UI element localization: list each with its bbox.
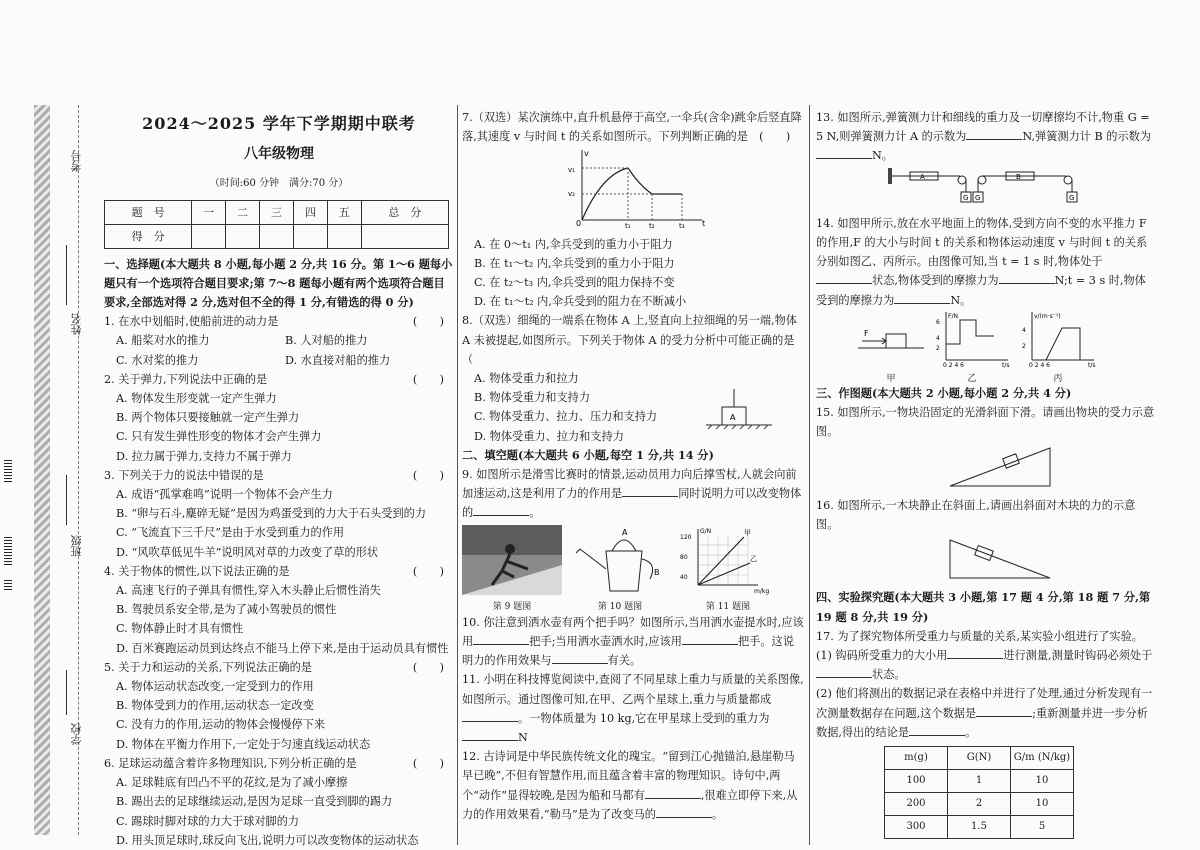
figure-11 [678,525,778,613]
question-7: 7.（双选）某次演练中,直升机悬停于高空,一伞兵(含伞)跳伞后竖直降落,其速度 v 与时间 t 的关系如图所示。下列判断正确的是 ( ) [462,111,802,144]
svg-text:G: G [975,193,981,202]
option-b[interactable]: B. 物体受重力和支持力 [474,391,591,405]
class-label: 班级 [70,535,83,557]
svg-text:120: 120 [680,533,692,541]
option-a[interactable]: A. 成语“孤掌难鸣”说明一个物体不会产生力 [116,488,333,502]
question-11 [462,670,804,747]
svg-text:0: 0 [576,219,582,229]
score-input[interactable] [192,224,226,248]
barcode-mark [4,580,12,590]
question-stem: 7.（双选）某次演练中,直升机悬停于高空,一伞兵(含伞)跳伞后竖直降落,其速度 v 与时间 t 的关系如图所示。下列判断正确的是 [462,111,802,144]
figure-14-c [1018,310,1098,384]
table-header-cell: G/m (N/kg) [1011,747,1074,770]
answer-blank[interactable] [816,146,872,159]
table-cell: 200 [885,793,948,816]
velocity-time-graph [562,146,712,228]
question-stem: 8.（双选）细绳的一端系在物体 A 上,竖直向上拉细绳的另一端,物体 A 未被提起,如图所示。下列关于物体 A 的受力分析中可能正确的是（ [462,314,798,366]
figure-14-a [856,310,926,384]
svg-text:t/s: t/s [1002,361,1010,368]
name-line [66,245,67,305]
question-2: 2. 关于弹力,下列说法中正确的是 ( ) [104,372,444,386]
question-text: 把手。这说明力的作用效果与 [462,635,794,668]
section-1-heading: 一、选择题(本大题共 8 小题,每小题 2 分,共 16 分。第 1～6 题每小题只有一个选项符合题目要求;第 7～8 题每小题有两个选项符合题目要求,全部选对得 2 分,选对但不全的得 1 分,有错选的得 0 分) [104,256,453,310]
svg-text:A: A [622,527,628,537]
question-text: 有关。 [607,654,642,668]
option-d[interactable]: D. 用头顶足球时,球反向飞出,说明力可以改变物体的运动状态 [116,833,419,847]
answer-blank[interactable] [947,646,1003,659]
score-header-row [105,200,449,224]
svg-text:t₁: t₁ [625,222,631,229]
svg-text:0 2 4 6: 0 2 4 6 [943,361,964,368]
svg-text:t₂: t₂ [649,222,655,229]
svg-text:t₃: t₃ [679,222,685,229]
option-d[interactable]: D. 拉力属于弹力,支持力不属于弹力 [116,449,292,463]
figure-9 [462,525,562,613]
question-text: 10. 你注意到洒水壶有两个把手吗？如图所示,当用洒水壶提水时,应该用 [462,615,804,649]
answer-blank[interactable] [473,632,529,645]
question-text: 9. 如图所示是滑雪比赛时的情景,运动员用力向后撑雪杖,人就会向前加速运动,这是利用了力的作用是 [462,468,797,501]
score-cell: 总 分 [361,200,448,224]
option-b[interactable]: B. 驾驶员系安全带,是为了减小驾驶员的惯性 [116,603,337,617]
name-label: 姓名 [70,313,83,335]
svg-text:40: 40 [680,573,688,581]
section-2-heading: 二、填空题(本大题共 6 小题,每空 1 分,共 14 分) [462,447,714,462]
question-13 [816,108,1156,166]
score-value-row [105,224,449,248]
question-text: 同时说明力可以改变物体的 [462,487,802,520]
score-cell: 一 [192,200,226,224]
column-divider [809,105,810,845]
table-cell: 5 [1011,816,1074,839]
svg-text:F: F [864,328,869,338]
answer-blank[interactable] [816,271,872,284]
question-4: 4. 关于物体的惯性,以下说法正确的是 ( ) [104,564,444,578]
time-info: （时间:60 分钟 满分:70 分） [209,178,349,190]
answer-blank[interactable] [816,665,872,678]
answer-blank[interactable] [682,632,738,645]
svg-text:B: B [654,567,660,577]
svg-text:A: A [730,413,736,423]
figures-row [462,525,804,613]
table-row [885,793,1074,816]
option-a[interactable]: A. 在 0～t₁ 内,伞兵受到的重力小于阻力 [474,237,673,251]
question-text: 。一物体质量为 10 kg,它在甲星球上受到的重力为 [518,711,770,725]
svg-text:t/s: t/s [1088,361,1096,368]
question-stem: 3. 下列关于力的说法中错误的是 [104,468,264,482]
answer-blank[interactable] [462,709,518,722]
question-text: N。 [872,149,893,163]
question-stem: 2. 关于弹力,下列说法中正确的是 [104,372,268,386]
question-text: 12. 古诗词是中华民族传统文化的瑰宝。“留到江心抛锚泊,悬崖勒马早已晚”,不但有智慧作用,而且蕴含着丰富的物理知识。诗句中,两个“动作”显得较晚,是因为船和马都有 [462,750,795,802]
table-row [885,770,1074,793]
skier-photo [462,525,562,595]
option-d[interactable]: D. 百米赛跑运动员到达终点不能马上停下来,是由于运动员具有惯性 [116,641,449,655]
option-b[interactable]: B. 踢出去的足球继续运动,是因为足球一直受到脚的踢力 [116,795,393,809]
svg-text:v/(m·s⁻¹): v/(m·s⁻¹) [1034,312,1061,320]
score-input[interactable] [226,224,260,248]
subject-title: 八年级物理 [244,146,314,163]
table-cell: 10 [1011,793,1074,816]
table-header-cell: m(g) [885,747,948,770]
option-a[interactable]: A. 船桨对水的推力 [116,334,210,348]
option-d[interactable]: D. “风吹草低见牛羊”说明风对草的力改变了草的形状 [116,545,379,559]
question-text: 状态。 [872,668,906,682]
svg-text:G: G [963,193,969,202]
option-c[interactable]: C. 只有发生弹性形变的物体才会产生弹力 [116,430,322,444]
question-text: N。 [950,293,972,307]
option-c[interactable]: C. 踢球时脚对球的力大于球对脚的力 [116,814,300,828]
barcode-mark [4,460,12,482]
table-cell: 2 [948,793,1011,816]
score-input[interactable] [361,224,448,248]
question-text: 14. 如图甲所示,放在水平地面上的物体,受到方向不变的水平推力 F 的作用,F 的大小与时间 t 的关系和物体运动速度 v 与时间 t 的关系分别如图乙、丙所示。由图像可知,当 t = 1 s 时,物体处于 [816,216,1148,269]
question-text: 11. 小明在科技博览阅读中,查阅了不同星球上重力与质量的关系图像,如图所示。通过图像可知,在甲、乙两个星球上,重力与质量都成 [462,673,804,706]
school-line [66,670,67,715]
figure-caption: 第 11 题图 [705,601,751,612]
question-17-1 [816,646,1156,684]
option-c[interactable]: C. 水对桨的推力 [116,353,199,367]
svg-text:G/N: G/N [700,527,712,535]
incline-figure-15[interactable] [946,442,1056,490]
question-15: 15. 如图所示,一物块沿固定的光滑斜面下滑。请画出物块的受力示意图。 [816,406,1155,439]
option-d[interactable]: D. 物体在平衡力作用下,一定处于匀速直线运动状态 [116,737,371,751]
question-17: 17. 为了探究物体所受重力与质量的关系,某实验小组进行了实验。 [816,629,1143,643]
svg-text:t: t [702,219,706,229]
table-row [885,816,1074,839]
score-cell: 得 分 [105,224,192,248]
option-a[interactable]: A. 高速飞行的子弹具有惯性,穿入木头静止后惯性消失 [116,584,381,598]
answer-blank[interactable] [894,291,950,304]
score-input[interactable] [327,224,361,248]
option-d[interactable]: D. 在 t₁～t₂ 内,伞兵受到的阻力在不断减小 [474,295,687,309]
svg-text:G: G [1069,193,1075,202]
question-text: N [518,731,528,745]
question-text: (2) 他们将测出的数据记录在表格中并进行了处理,通过分析发现有一次测量数据存在问题,这个数据是 [816,687,1153,720]
svg-text:v: v [584,149,589,159]
score-cell: 四 [293,200,327,224]
option-a[interactable]: A. 足球鞋底有凹凸不平的花纹,是为了减小摩擦 [116,776,348,790]
answer-blank[interactable] [909,723,965,736]
options-row [104,331,454,350]
answer-blank[interactable] [999,271,1055,284]
option-b[interactable]: B. “卵与石斗,麋碎无疑”是因为鸡蛋受到的力大于石头受到的力 [116,507,427,521]
question-text: 13. 如图所示,弹簧测力计和细线的重力及一切摩擦均不计,物重 G = 5 N,则弹簧测力计 A 的示数为 [816,111,1150,144]
option-c[interactable]: C. 没有力的作用,运动的物体会慢慢停下来 [116,718,326,732]
question-12: 12. 古诗词是中华民族传统文化的瑰宝。“留到江心抛锚泊,悬崖勒马早已晚”,不但有智慧作用,而且蕴含着丰富的物理知识。诗句中,两个“动作”显得较晚,是因为船和马都有 ,很难立即停下来,从力的作用效果看,“勒马”是为了改变马的 。 [462,750,798,821]
score-cell: 题 号 [105,200,192,224]
score-table [104,200,449,249]
push-block-figure [856,310,926,368]
section-4-heading: 四、实验探究题(本大题共 3 小题,第 17 题 4 分,第 18 题 7 分,第 19 题 8 分,共 19 分) [816,590,1151,624]
question-text: ;重新测量并进一步分析数据,得出的结论是 [816,706,1148,739]
q14-figures [856,310,1156,384]
exam-number-label: 考号 [70,150,83,172]
binding-margin [0,95,88,849]
question-10 [462,613,804,671]
figure-caption: 乙 [967,374,977,385]
column-3 [816,108,1156,839]
question-text: 状态,物体受到的摩擦力为 [872,274,999,288]
class-line [66,475,67,525]
table-cell: 10 [1011,770,1074,793]
figure-caption: 第 10 题图 [597,601,643,612]
question-14 [816,214,1156,310]
figure-caption: 丙 [1053,374,1063,385]
answer-blank[interactable] [552,651,608,664]
question-3: 3. 下列关于力的说法中错误的是 ( ) [104,468,444,482]
score-cell: 五 [327,200,361,224]
question-5: 5. 关于力和运动的关系,下列说法正确的是 ( ) [104,660,444,674]
svg-text:A: A [920,172,925,181]
svg-text:0 2 4 6: 0 2 4 6 [1029,361,1050,368]
score-cell: 二 [226,200,260,224]
figure-caption: 第 9 题图 [492,601,532,612]
option-c[interactable]: C. “飞流直下三千尺”是由于水受到重力的作用 [116,526,345,540]
binding-strip [34,105,50,835]
column-1 [104,108,454,850]
svg-text:80: 80 [680,553,688,561]
option-c[interactable]: C. 物体受重力、拉力、压力和支持力 [474,410,658,424]
question-text: (1) 钩码所受重力的大小用 [816,649,948,663]
score-input[interactable] [293,224,327,248]
question-6: 6. 足球运动蕴含着许多物理知识,下列分析正确的是 ( ) [104,756,444,770]
table-cell: 1 [948,770,1011,793]
column-2 [462,108,804,824]
option-a[interactable]: A. 物体发生形变就一定产生弹力 [116,392,277,406]
question-text: N,弹簧测力计 B 的示数为 [1022,130,1152,144]
question-9: 9. 如图所示是滑雪比赛时的情景,运动员用力向后撑雪杖,人就会向前加速运动,这是利用了力的作用是 同时说明力可以改变物体的 。 [462,468,802,520]
block-on-ground-figure [704,389,774,439]
incline-figure-16[interactable] [946,534,1056,582]
question-1: 1. 在水中划船时,使船前进的动力是 ( ) [104,315,444,329]
answer-blank[interactable] [656,805,712,818]
score-input[interactable] [260,224,294,248]
answer-blank[interactable] [976,704,1032,717]
answer-blank[interactable] [622,484,678,497]
question-text: N;t = 3 s 时,物体受到的摩擦力为 [816,274,1146,307]
gravity-mass-graph [678,525,778,595]
svg-text:6: 6 [936,318,940,326]
option-a[interactable]: A. 物体运动状态改变,一定受到力的作用 [116,680,314,694]
option-d[interactable]: D. 水直接对船的推力 [285,353,391,367]
svg-text:4: 4 [936,334,940,342]
figure-14-b [932,310,1012,384]
option-c[interactable]: C. 在 t₂～t₃ 内,伞兵受到的阻力保持不变 [474,276,675,290]
question-stem: 6. 足球运动蕴含着许多物理知识,下列分析正确的是 [104,756,357,770]
option-c[interactable]: C. 物体静止时才具有惯性 [116,622,244,636]
question-16: 16. 如图所示,一木块静止在斜面上,请画出斜面对木块的力的示意图。 [816,498,1136,532]
force-time-graph [932,310,1012,368]
question-text: 进行测量,测量时钩码必须处于 [1003,649,1153,663]
answer-blank[interactable] [966,127,1022,140]
option-b[interactable]: B. 在 t₁～t₂ 内,伞兵受到的重力小于阻力 [474,256,675,270]
barcode-mark [4,535,12,565]
svg-text:乙: 乙 [750,554,757,563]
question-stem: 5. 关于力和运动的关系,下列说法正确的是 [104,660,312,674]
question-8 [462,311,804,369]
svg-text:4: 4 [1022,326,1026,334]
option-b[interactable]: B. 物体受到力的作用,运动状态一定改变 [116,699,314,713]
option-a[interactable]: A. 物体受重力和拉力 [474,372,579,386]
svg-text:v₂: v₂ [568,190,575,199]
table-cell: 300 [885,816,948,839]
score-cell: 三 [260,200,294,224]
option-b[interactable]: B. 两个物体只要接触就一定产生弹力 [116,411,300,425]
answer-blank[interactable] [462,728,518,741]
column-divider [457,105,458,845]
table-header-row [885,747,1074,770]
svg-text:2: 2 [936,344,940,352]
svg-text:F/N: F/N [948,312,958,320]
svg-text:B: B [1016,172,1021,181]
data-table [884,746,1074,839]
table-header-cell: G(N) [948,747,1011,770]
svg-text:m/kg: m/kg [754,587,770,595]
table-cell: 100 [885,770,948,793]
svg-text:甲: 甲 [744,528,751,537]
question-stem: 1. 在水中划船时,使船前进的动力是 [104,315,279,329]
answer-blank[interactable] [473,503,529,516]
question-text: ,很难立即停下来,从力的作用效果看,“勒马”是为了改变马的 [462,788,798,821]
figure-caption: 甲 [886,374,896,385]
q8-block [462,369,804,446]
question-text: 把手;当用洒水壶洒水时,应该用 [529,635,682,649]
exam-title: 2024～2025 学年下学期期中联考 [142,114,416,133]
watering-can-figure [570,525,670,595]
svg-text:2: 2 [1022,342,1026,350]
table-cell: 1.5 [948,816,1011,839]
svg-text:v₁: v₁ [568,166,575,175]
question-stem: 4. 关于物体的惯性,以下说法正确的是 [104,564,290,578]
option-d[interactable]: D. 物体受重力、拉力和支持力 [474,429,624,443]
options-row [104,351,454,370]
section-3-heading: 三、作图题(本大题共 2 小题,每小题 2 分,共 4 分) [816,386,1072,401]
figure-10 [570,525,670,613]
question-17-2: (2) 他们将测出的数据记录在表格中并进行了处理,通过分析发现有一次测量数据存在问题,这个数据是 ;重新测量并进一步分析数据,得出的结论是 。 [816,687,1153,739]
option-b[interactable]: B. 人对船的推力 [285,334,368,348]
speed-time-graph [1018,310,1098,368]
school-label: 学校 [70,723,83,745]
answer-blank[interactable] [645,786,701,799]
spring-scale-figure [886,166,1086,208]
